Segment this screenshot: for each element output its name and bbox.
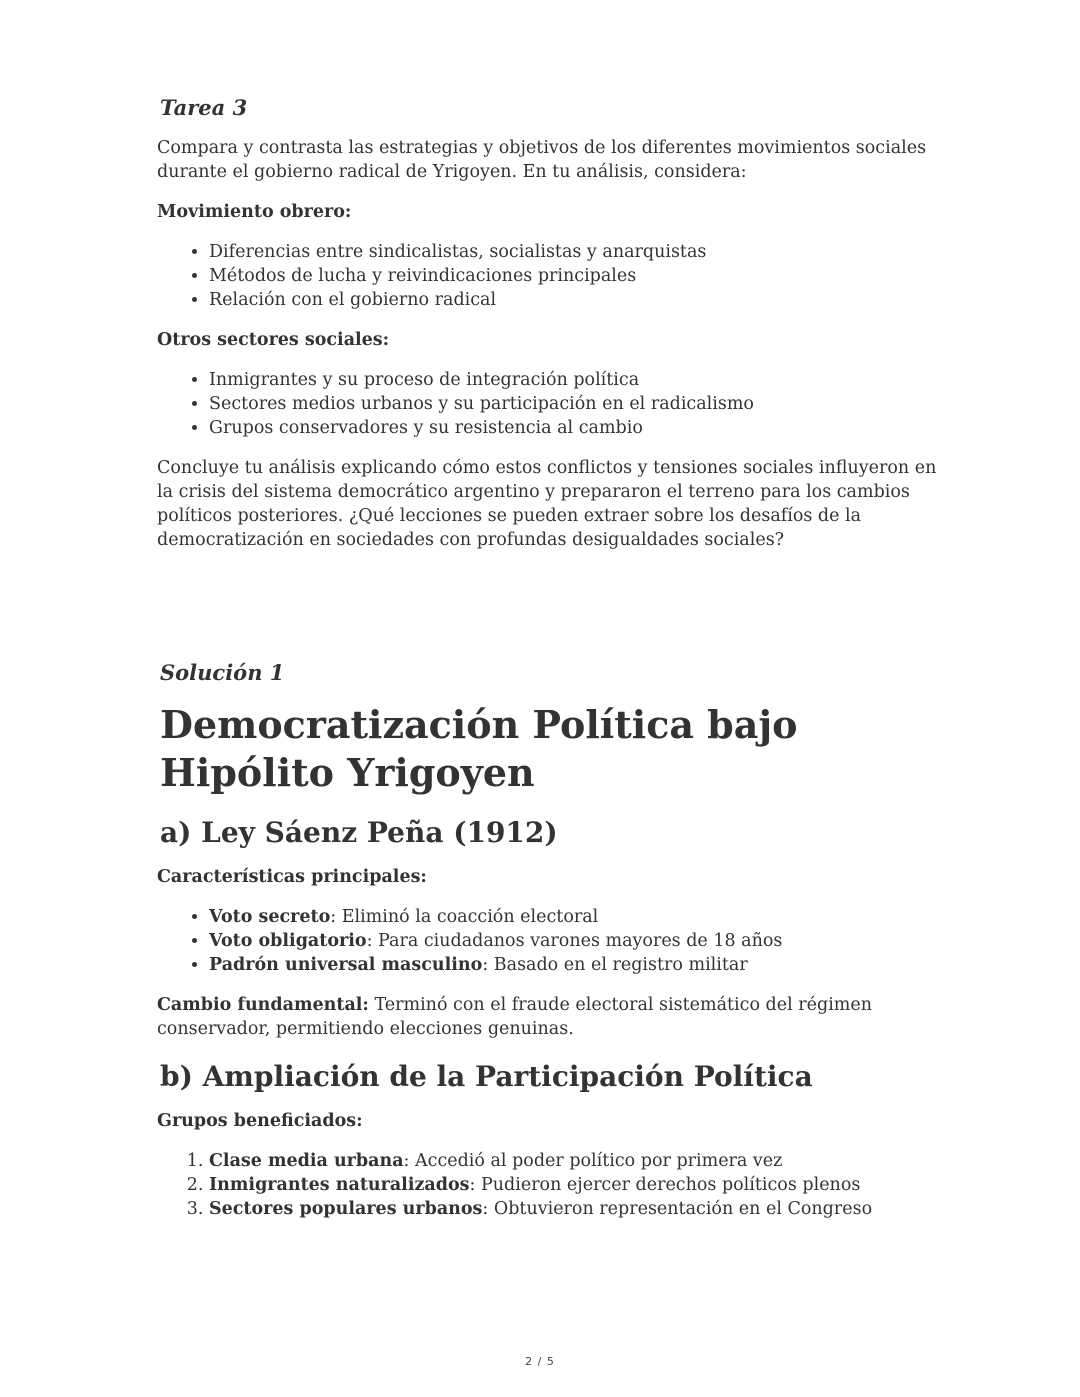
section-a-title: a) Ley Sáenz Peña (1912) [160,816,558,849]
list-item [209,1149,937,1173]
cambio-label: Cambio fundamental: [157,995,369,1015]
item-desc: : Eliminó la coacción electoral [330,907,599,927]
task-heading: Tarea 3 [160,95,248,120]
section-b-title: b) Ampliación de la Participación Política [160,1060,813,1093]
list-item [209,1197,937,1221]
cambio-fundamental [157,993,937,1041]
list-item: • Sectores medios urbanos y su participación en el radicalismo [209,392,937,416]
list-item: • Inmigrantes y su proceso de integración política [209,368,937,392]
item-desc: : Obtuvieron representación en el Congreso [482,1199,873,1219]
movimiento-obrero-list [157,240,937,312]
section-b-subtitle: Grupos beneficiados: [157,1111,363,1131]
section-a-subtitle: Características principales: [157,867,427,887]
list-item [209,953,937,977]
section-a-list [157,905,937,977]
item-term: Sectores populares urbanos [209,1199,483,1219]
document-page [157,94,937,1221]
item-term: Voto secreto [209,907,331,927]
list-item: • Relación con el gobierno radical [209,288,937,312]
solution-title: Democratización Política bajo Hipólito Yrigoyen [160,702,798,795]
list-item: • Diferencias entre sindicalistas, socialistas y anarquistas [209,240,937,264]
section-b-list [157,1149,937,1221]
list-item [209,1173,937,1197]
solution-heading: Solución 1 [160,660,285,685]
item-term: Clase media urbana [209,1151,404,1171]
task-conclusion: Concluye tu análisis explicando cómo estos conflictos y tensiones sociales influyeron en la crisis del sistema democrático argentino y prepararon el terreno para los cambios políticos posteriores. ¿Qué lecciones se pueden extraer sobre los desafíos de la democratización en sociedades con profundas desigualdades sociales? [157,458,937,550]
item-term: Padrón universal masculino [209,955,483,975]
item-desc: : Basado en el registro militar [482,955,748,975]
cambio-text: Terminó con el fraude electoral sistemático del régimen conservador, permitiendo elecciones genuinas. [157,995,873,1039]
otros-sectores-list [157,368,937,440]
movimiento-obrero-title: Movimiento obrero: [157,202,352,222]
item-term: Voto obligatorio [209,931,367,951]
page-number: 2 / 5 [525,1355,555,1368]
otros-sectores-title: Otros sectores sociales: [157,330,390,350]
list-item [209,929,937,953]
item-term: Inmigrantes naturalizados [209,1175,470,1195]
item-desc: : Accedió al poder político por primera vez [403,1151,783,1171]
item-desc: : Para ciudadanos varones mayores de 18 años [366,931,783,951]
list-item: • Métodos de lucha y reivindicaciones principales [209,264,937,288]
list-item: • Grupos conservadores y su resistencia al cambio [209,416,937,440]
list-item [209,905,937,929]
item-desc: : Pudieron ejercer derechos políticos plenos [469,1175,861,1195]
task-intro: Compara y contrasta las estrategias y objetivos de los diferentes movimientos sociales durante el gobierno radical de Yrigoyen. En tu análisis, considera: [157,138,927,182]
